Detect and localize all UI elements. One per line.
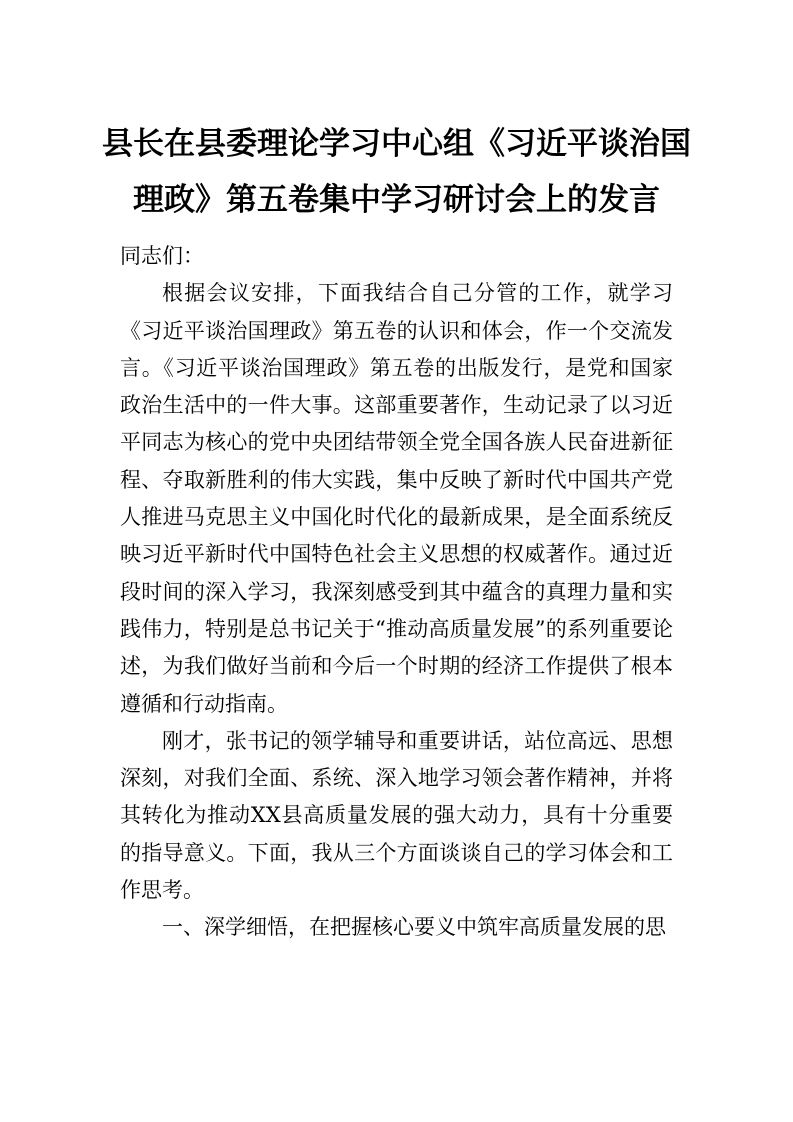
title-line-2: 理政》第五卷集中学习研讨会上的发言	[133, 182, 660, 218]
section-heading-one: 一、深学细悟，在把握核心要义中筑牢高质量发展的思	[162, 915, 666, 940]
document-body	[120, 238, 673, 947]
title-line-1: 县长在县委理论学习中心组《习近平谈治国	[102, 126, 691, 162]
salutation: 同志们：	[120, 244, 204, 268]
paragraph-opening: 根据会议安排，下面我结合自己分管的工作，就学习《习近平谈治国理政》第五卷的认识和体会，作一个交流发言。《习近平谈治国理政》第五卷的出版发行，是党和国家政治生活中的一件大事。这部重要著作，生动记录了以习近平同志为核心的党中央团结带领全党全国各族人民奋进新征程、夺取新胜利的伟大实践，集中反映了新时代中国共产党人推进马克思主义中国化时代化的最新成果，是全面系统反映习近平新时代中国特色社会主义思想的权威著作。通过近段时间的深入学习，我深刻感受到其中蕴含的真理力量和实践伟力，特别是总书记关于“推动高质量发展”的系列重要论述，为我们做好当前和今后一个时期的经济工作提供了根本遵循和行动指南。	[120, 281, 673, 716]
document-title	[100, 116, 693, 228]
paragraph-remarks: 刚才，张书记的领学辅导和重要讲话，站位高远、思想深刻，对我们全面、系统、深入地学习领会著作精神，并将其转化为推动XX县高质量发展的强大动力，具有十分重要的指导意义。下面，我从三个方面谈谈自己的学习体会和工作思考。	[120, 728, 673, 903]
